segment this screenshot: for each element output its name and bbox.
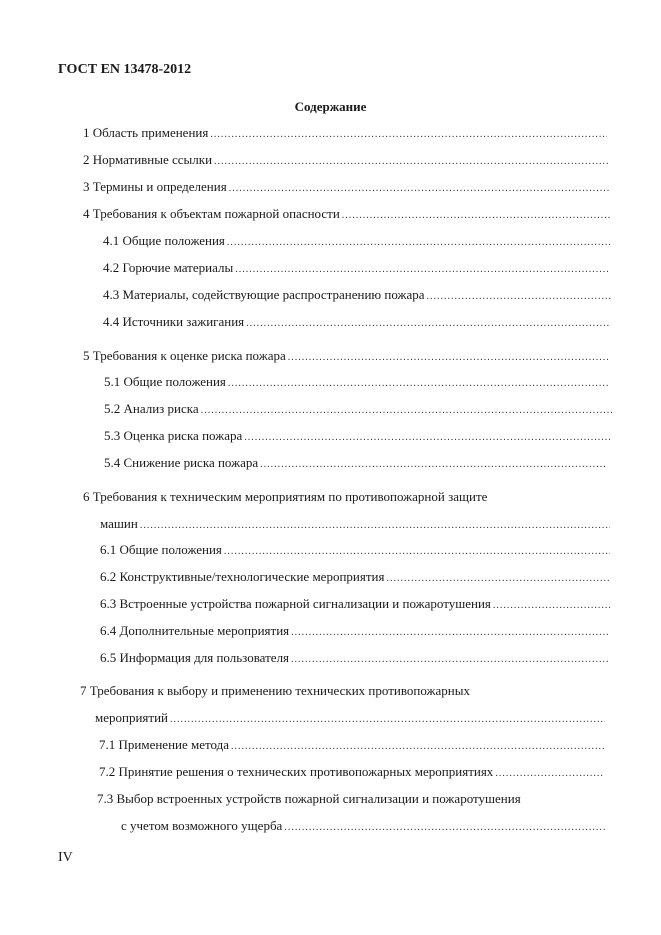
toc-entry-label: 4.4 Источники зажигания [103, 314, 245, 329]
toc-entry-label: 5.4 Снижение риска пожара [104, 455, 259, 470]
dot-leader [210, 126, 607, 144]
dot-leader [493, 597, 610, 615]
toc-entry-label: машин [100, 516, 138, 531]
toc-entry-6-line1[interactable]: 6 Требования к техническим мероприятиям по противопожарной защите [83, 489, 488, 504]
toc-entry-5-2[interactable] [104, 400, 612, 418]
dot-leader [224, 543, 610, 561]
toc-entry-label: 1 Область применения [83, 125, 209, 140]
toc-entry-5-3[interactable] [104, 427, 610, 445]
toc-entry-3[interactable] [83, 178, 610, 196]
toc-entry-6-1[interactable] [100, 541, 610, 559]
dot-leader [386, 570, 610, 588]
toc-entry-4-2[interactable] [103, 259, 610, 277]
toc-entry-6[interactable] [100, 515, 610, 533]
toc-entry-label: 2 Нормативные ссылки [83, 152, 213, 167]
toc-entry-label: 6.4 Дополнительные мероприятия [100, 623, 290, 638]
toc-entry-label: 6.1 Общие положения [100, 542, 222, 557]
toc-entry-label: 6.2 Конструктивные/технологические мероприятия [100, 569, 385, 584]
dot-leader [170, 711, 605, 729]
dot-leader [235, 261, 610, 279]
toc-entry-label: 6.3 Встроенные устройства пожарной сигнализации и пожаротушения [100, 596, 491, 611]
toc-entry-label: 5 Требования к оценке риска пожара [83, 348, 286, 363]
dot-leader [291, 651, 610, 669]
toc-entry-7-3[interactable] [121, 817, 607, 835]
dot-leader [201, 402, 612, 420]
toc-entry-4[interactable] [83, 205, 610, 223]
toc-entry-label: 7.1 Применение метода [99, 737, 230, 752]
page-number: IV [58, 850, 73, 865]
toc-entry-5-4[interactable] [104, 454, 605, 472]
toc-entry-label: с учетом возможного ущерба [121, 818, 283, 833]
dot-leader [227, 234, 610, 252]
dot-leader [495, 765, 603, 783]
toc-entry-6-5[interactable] [100, 649, 610, 667]
toc-entry-label: мероприятий [95, 710, 168, 725]
dot-leader [427, 288, 612, 306]
toc-entry-5-1[interactable] [104, 373, 610, 391]
page-title: Содержание [294, 99, 367, 114]
dot-leader [214, 153, 610, 171]
toc-entry-4-1[interactable] [103, 232, 610, 250]
toc-entry-label: 4.1 Общие положения [103, 233, 225, 248]
toc-entry-5[interactable] [83, 347, 610, 365]
toc-entry-7-3-line1[interactable]: 7.3 Выбор встроенных устройств пожарной сигнализации и пожаротушения [97, 791, 521, 806]
toc-entry-6-4[interactable] [100, 622, 610, 640]
toc-entry-label: 5.1 Общие положения [104, 374, 226, 389]
toc-entry-4-3[interactable] [103, 286, 612, 304]
document-code: ГОСТ EN 13478-2012 [58, 62, 192, 77]
toc-entry-7-line1[interactable]: 7 Требования к выбору и применению технических противопожарных [80, 683, 470, 698]
dot-leader [140, 517, 610, 535]
dot-leader [246, 315, 610, 333]
toc-entry-label: 4.2 Горючие материалы [103, 260, 234, 275]
dot-leader [244, 429, 610, 447]
toc-entry-1[interactable] [83, 124, 607, 142]
toc-entry-6-2[interactable] [100, 568, 610, 586]
toc-entry-4-4[interactable] [103, 313, 610, 331]
dot-leader [291, 624, 610, 642]
toc-entry-7-2[interactable] [99, 763, 603, 781]
toc-entry-6-3[interactable] [100, 595, 610, 613]
toc-entry-label: 5.3 Оценка риска пожара [104, 428, 243, 443]
dot-leader [228, 375, 610, 393]
dot-leader [231, 738, 605, 756]
toc-entry-label: 6.5 Информация для пользователя [100, 650, 290, 665]
toc-entry-label: 5.2 Анализ риска [104, 401, 199, 416]
toc-entry-label: 4 Требования к объектам пожарной опасности [83, 206, 340, 221]
dot-leader [284, 819, 607, 837]
dot-leader [288, 349, 610, 367]
dot-leader [342, 207, 610, 225]
toc-entry-7-1[interactable] [99, 736, 605, 754]
toc-entry-2[interactable] [83, 151, 610, 169]
dot-leader [260, 456, 605, 474]
toc-entry-label: 3 Термины и определения [83, 179, 227, 194]
dot-leader [229, 180, 610, 198]
toc-entry-label: 7.2 Принятие решения о технических противопожарных мероприятиях [99, 764, 494, 779]
toc-entry-label: 4.3 Материалы, содействующие распространению пожара [103, 287, 425, 302]
toc-entry-7[interactable] [95, 709, 605, 727]
